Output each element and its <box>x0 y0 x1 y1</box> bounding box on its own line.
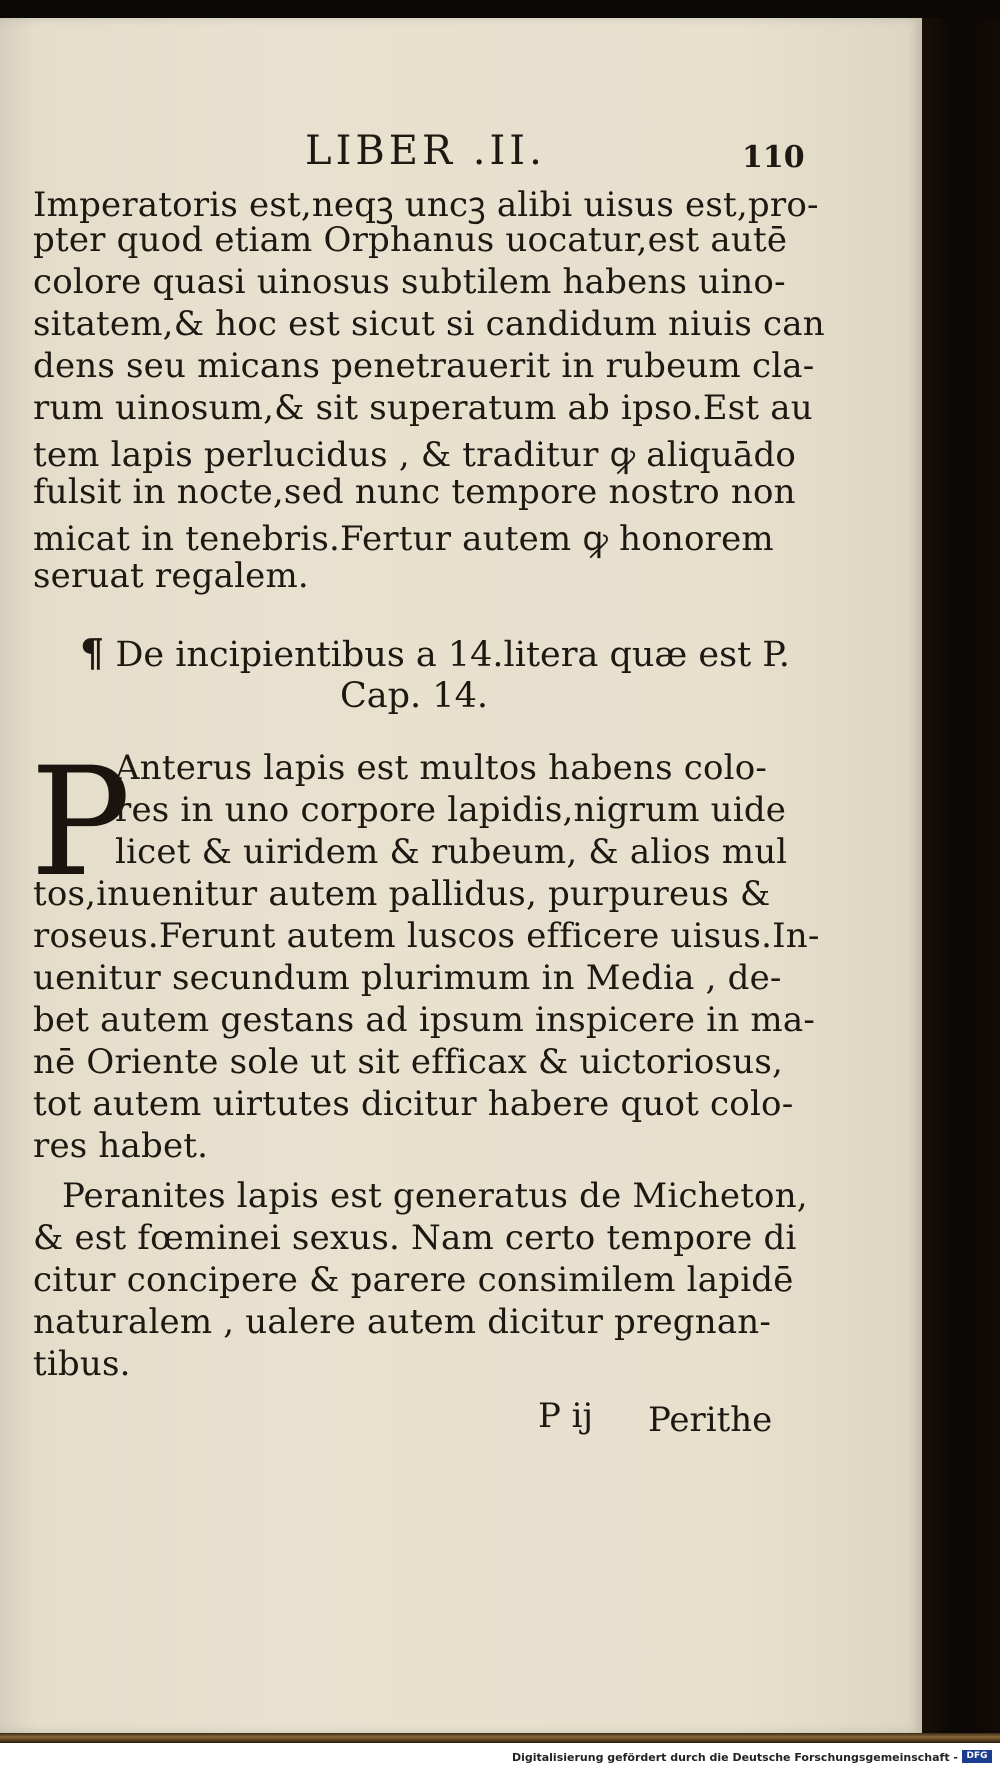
text-line: seruat regalem. <box>33 556 309 596</box>
text-line: fulsit in nocte,sed nunc tempore nostro non <box>33 472 796 512</box>
catchword: Perithe <box>648 1400 773 1440</box>
signature-mark: P ij <box>538 1396 594 1436</box>
text-line: micat in tenebris.Fertur autem ꝙ honorem <box>33 519 774 559</box>
chapter-number: Cap. 14. <box>340 676 488 716</box>
page-edge-shadow <box>922 18 1000 1733</box>
text-line: Imperatoris est,neqꝫ uncꝫ alibi uisus est,pro- <box>33 185 819 225</box>
text-line: Anterus lapis est multos habens colo- <box>115 748 768 788</box>
text-line: rum uinosum,& sit superatum ab ipso.Est au <box>33 388 813 428</box>
text-line: colore quasi uinosus subtilem habens uino- <box>33 262 786 302</box>
text-line: & est fœminei sexus. Nam certo tempore di <box>33 1218 797 1258</box>
text-line: res in uno corpore lapidis,nigrum uide <box>115 790 787 830</box>
dfg-logo: DFG <box>962 1750 992 1763</box>
text-line: uenitur secundum plurimum in Media , de- <box>33 958 782 998</box>
folio-number: 110 <box>742 140 805 175</box>
drop-cap-initial: P <box>30 736 131 910</box>
text-line: pter quod etiam Orphanus uocatur,est autē <box>33 220 788 260</box>
text-line: tos,inuenitur autem pallidus, purpureus & <box>33 874 771 914</box>
text-line: sitatem,& hoc est sicut si candidum niuis can <box>33 304 825 344</box>
running-title: LIBER .II. <box>305 128 546 174</box>
text-line: licet & uiridem & rubeum, & alios mul <box>115 832 788 872</box>
section-heading <box>80 630 790 675</box>
text-line: tibus. <box>33 1344 131 1384</box>
text-line: citur concipere & parere consimilem lapidē <box>33 1260 794 1300</box>
text-line: bet autem gestans ad ipsum inspicere in ma- <box>33 1000 816 1040</box>
text-line: Peranites lapis est generatus de Micheton, <box>62 1176 808 1216</box>
digitization-credit: Digitalisierung gefördert durch die Deutsche Forschungsgemeinschaft - <box>511 1751 958 1764</box>
text-line: naturalem , ualere autem dicitur pregnan- <box>33 1302 772 1342</box>
pilcrow-icon: ¶ <box>80 630 105 675</box>
page-bottom-edge <box>0 1733 1000 1743</box>
section-heading-text: De incipientibus a 14.litera quæ est P. <box>115 635 790 675</box>
text-line: tot autem uirtutes dicitur habere quot colo- <box>33 1084 794 1124</box>
text-line: roseus.Ferunt autem luscos efficere uisus.In- <box>33 916 820 956</box>
text-line: res habet. <box>33 1126 209 1166</box>
text-line: tem lapis perlucidus , & traditur ꝙ aliquādo <box>33 435 797 475</box>
text-line: dens seu micans penetrauerit in rubeum cla- <box>33 346 815 386</box>
text-line: nē Oriente sole ut sit efficax & uictoriosus, <box>33 1042 783 1082</box>
